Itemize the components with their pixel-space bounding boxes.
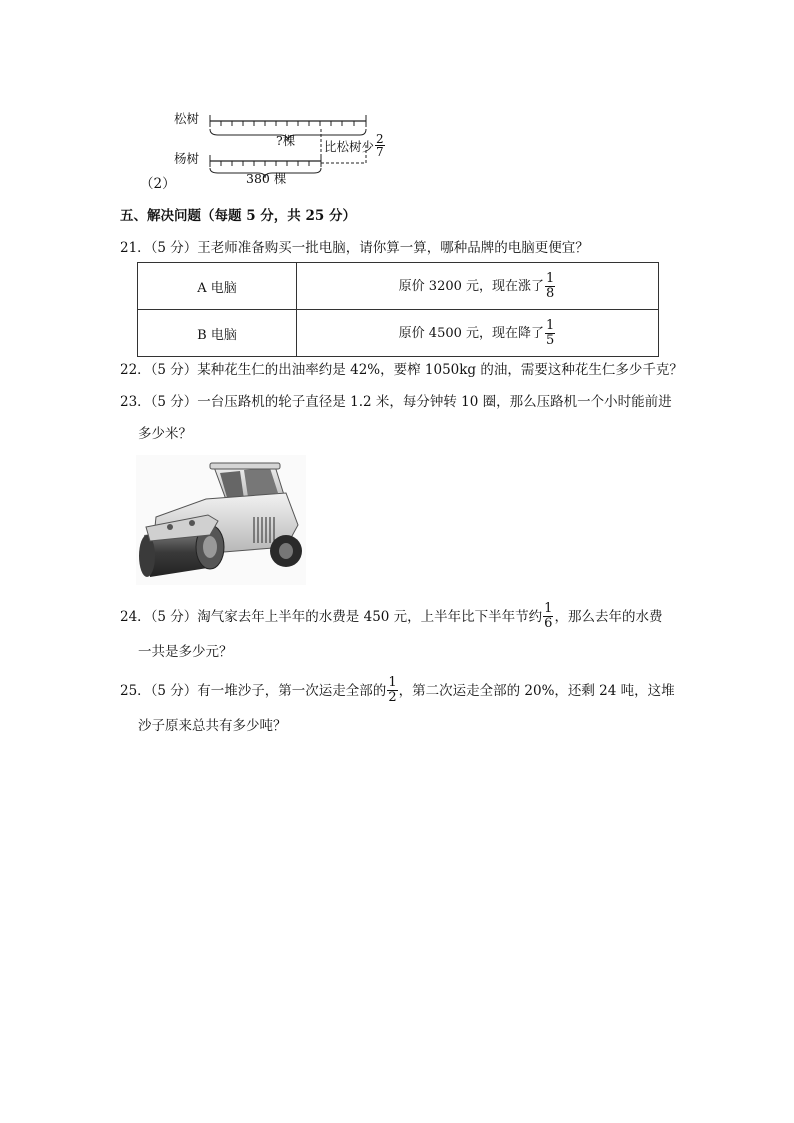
fraction: $\frac{1}{8}$ xyxy=(546,270,555,301)
segment-diagram xyxy=(170,105,400,190)
q21-text: 21．（5 分）王老师准备购买一批电脑，请你算一算，哪种品牌的电脑更便宜？ xyxy=(120,240,589,256)
fraction: $\frac{1}{2}$ xyxy=(388,675,397,705)
question-label: ?棵 xyxy=(276,133,296,148)
q23-line2: 多少米？ xyxy=(138,426,192,442)
pine-label: 松树 xyxy=(174,111,200,126)
table-cell-name: A 电脑 xyxy=(138,263,297,310)
compare-label: 比松树少 $\frac{2}{7}$ xyxy=(324,132,384,159)
q25-line1: 25．（5 分）有一堆沙子，第一次运走全部的 $\frac{1}{2}$ ，第二次运走全部的 20%，还剩 24 吨，这堆 xyxy=(120,675,675,705)
table-cell-desc: 原价 3200 元，现在涨了 $\frac{1}{8}$ xyxy=(297,263,659,310)
table-row xyxy=(138,310,659,357)
table-cell-name: B 电脑 xyxy=(138,310,297,357)
poplar-label: 杨树 xyxy=(174,151,200,166)
fraction: $\frac{1}{5}$ xyxy=(546,317,555,348)
table-cell-desc: 原价 4500 元，现在降了 $\frac{1}{5}$ xyxy=(297,310,659,357)
part-label: （2） xyxy=(140,176,176,192)
q23-line1: 23．（5 分）一台压路机的轮子直径是 1.2 米，每分钟转 10 圈，那么压路机一个小时能前进 xyxy=(120,394,672,410)
compare-fraction: $\frac{2}{7}$ xyxy=(376,132,384,159)
section-title: 五、解决问题（每题 5 分，共 25 分） xyxy=(120,208,356,224)
q24-line2: 一共是多少元？ xyxy=(138,644,233,660)
road-roller-image xyxy=(136,455,306,585)
poplar-count-label: 380 棵 xyxy=(246,171,287,186)
table-row xyxy=(138,263,659,310)
q21-table xyxy=(137,262,659,357)
q24-line1: 24．（5 分）淘气家去年上半年的水费是 450 元，上半年比下半年节约 $\frac{1}{6}$ ，那么去年的水费 xyxy=(120,601,663,631)
q25-line2: 沙子原来总共有多少吨？ xyxy=(138,718,287,734)
fraction: $\frac{1}{6}$ xyxy=(544,601,553,631)
q22-text: 22．（5 分）某种花生仁的出油率约是 42%，要榨 1050kg 的油，需要这种花生仁多少千克？ xyxy=(120,362,683,378)
